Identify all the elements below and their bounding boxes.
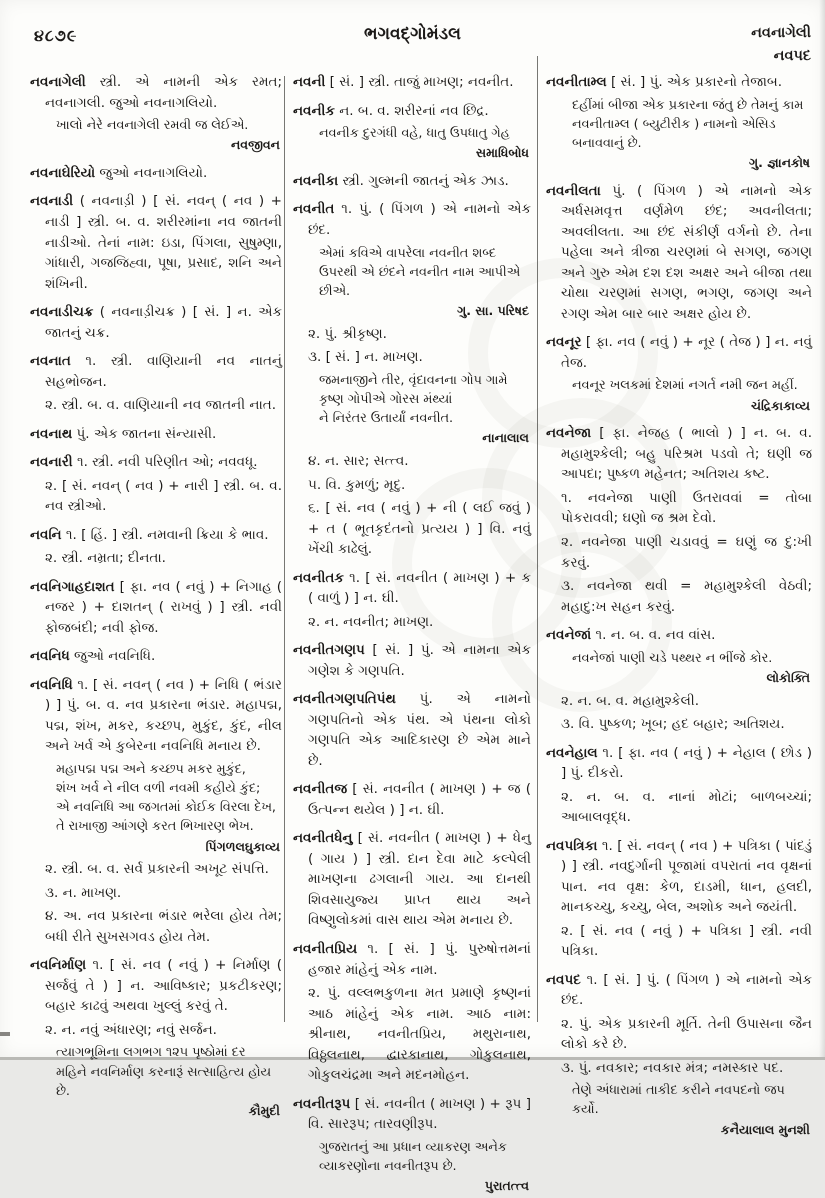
quote-line: એમાં કવિએ વાપરેલા નવનીત શબ્દ ઉપરથી એ છંદને નવનીત નામ આપીએ છીએ. xyxy=(319,245,521,299)
entry-sense: ૧. નવનેજા પાણી ઉતરાવવાં = તોબા પોકરાવવી; ઘણો જ શ્રમ દેવો. xyxy=(561,489,812,527)
dictionary-entry: નવનીલતા પું. ( પિંગળ ) એ નામનો એક અર્ધસમવૃત્ત વર્ણમેળ છંદ; અવનીલતા; અવલીલતા. આ છંદ સંકીર્ણ વર્ગનો છે. તેના પહેલા અને ત્રીજા ચરણમાં બે સગણ, જગણ અને ગુરુ એમ દશ દશ અક્ષર અને બીજા તથા ચોથા ચરણમાં સગણ, ભગણ, જગણ અને રગણ એમ બાર બાર અક્ષર હોય છે. xyxy=(546,182,812,322)
guide-words xyxy=(751,22,811,68)
citation-quote xyxy=(56,116,280,155)
quote-line: એ નવનિધિ આ જગતમાં કોઈક વિરલા દેખ, xyxy=(56,800,276,816)
quote-line: શંખ ખર્વ ને નીલ વળી નવમી કહીયે કુંદ; xyxy=(56,781,261,797)
quote-attribution: પિંગળલઘુકાવ્ય xyxy=(205,838,280,854)
headword: નવનીતગણપતિપંથ xyxy=(293,691,396,708)
headword: નવનીલતા xyxy=(546,182,601,199)
citation-quote xyxy=(319,371,529,448)
dictionary-entry: નવનીતગણપ [ સં. ] પું. એ નામના એક ગણેશ કે ગણપતિ. xyxy=(293,642,531,679)
headword: નવનાઘેરિયો xyxy=(30,164,96,181)
entry-sense: ૨. સ્ત્રી. બ. વ. સર્વ પ્રકારની અખૂટ સંપત્તિ. xyxy=(45,861,269,878)
dictionary-entry: નવનીતજ [ સં. નવનીત ( માખણ ) + જ ( ઉત્પન્ન થયેલ ) ] ન. ઘી. xyxy=(293,781,531,818)
page-header xyxy=(0,22,825,66)
entry-sense: ૩. નવનેજા થવી = મહામુશ્કેલી વેઠવી; મહાદુ:ખ સહન કરવું. xyxy=(561,578,812,615)
quote-line: તે રાખાજી આંગણે કરત ભિખારણ ભેખ. xyxy=(56,819,254,835)
scan-edge-mark xyxy=(0,1032,10,1036)
headword: નવનેજાં xyxy=(546,627,592,644)
quote-line: નવનીક દુરગંધી વહે, ધાતુ ઉપધાતુ ગેહ xyxy=(319,126,510,142)
dictionary-entry: નવનીતરૂપ [ સં. નવનીત ( માખણ ) + રૂપ ] વિ. સારરૂપ; તારવણીરૂપ. xyxy=(293,1095,531,1133)
citation-quote xyxy=(572,376,810,415)
guide-word-top: નવનાગેલી xyxy=(751,25,811,41)
entry-sense: ૨. ન. નવું અંધારણ; નવું સર્જન. xyxy=(45,1021,217,1038)
dictionary-entry: નવનાઘેરિયો જુઓ નવનાગલિયો. xyxy=(30,164,208,181)
dictionary-entry: નવનિગાહદાશત [ ફા. નવ ( નવું ) + નિગાહ ( નજર ) + દાશતન્ ( રાખવું ) ] સ્ત્રી. નવી ફોજબંદી; નવી ફોજ. xyxy=(30,578,282,636)
dictionary-entry: નવનેજાં ૧. ન. બ. વ. નવ વાંસ. xyxy=(546,627,716,644)
quote-attribution: લોકોક્તિ xyxy=(766,669,810,685)
entry-sense: ૩. વિ. પુષ્કળ; ખૂબ; હદ બહાર; અતિશય. xyxy=(561,716,785,733)
dictionary-entry: નવનાડી ( નવનાડ઼ી ) [ સં. નવન્ ( નવ ) + નાડી ] સ્ત્રી. બ. વ. શરીરમાંના નવ જાતની નાડીઓ. તેનાં નામ: ઇડા, પિંગલા, સુષુમ્ણા, ગાંધારી, ગજજિહ્વા, પૂષા, પ્રસાદ, શનિ અને શંખિની. xyxy=(30,193,282,292)
dictionary-entry: નવનીતગણપતિપંથ પું. એ નામનો ગણપતિનો એક પંથ. એ પંથના લોકો ગણપતિ એક આદિકારણ છે એમ માને છે. xyxy=(293,691,531,769)
dictionary-entry: નવનિ ૧. [ હિં. ] સ્ત્રી. નમવાની ક્રિયા કે ભાવ. xyxy=(30,526,269,543)
quote-attribution: નવજીવન xyxy=(230,137,280,153)
headword: નવનૂર xyxy=(546,334,582,351)
headword: નવનીતધેનુ xyxy=(293,830,353,847)
citation-quote xyxy=(572,96,810,173)
dictionary-entry: નવનીત ૧. પું. ( પિંગળ ) એ નામનો એક છંદ. xyxy=(293,201,531,238)
dictionary-entry: નવનીતધેનુ [ સં. નવનીત ( માખણ ) + ધેનુ ( ગાય ) ] સ્ત્રી. દાન દેવા માટે કલ્પેલી માખણના ઢગલાની ગાય. આ દાનથી શિવસાયુજ્ય પ્રાપ્ત થાય અને વિષ્ણુલોકમાં વાસ થાય એમ મનાય છે. xyxy=(293,830,531,929)
dictionary-entry: નવનૂર [ ફા. નવ ( નવું ) + નૂર ( તેજ ) ] ન. નવું તેજ. xyxy=(546,334,812,371)
dictionary-entry: નવનીકા સ્ત્રી. ગુલ્મની જાતનું એક ઝાડ. xyxy=(293,172,509,189)
dictionary-entry: નવનેજા [ ફા. નેજહ ( ભાલો ) ] ન. બ. વ. મહામુશ્કેલી; બહુ પરિશ્રમ પડવો તે; ઘણી જ આપદા; પુષ્કળ મહેનત; અતિશય કષ્ટ. xyxy=(546,425,812,483)
quote-attribution: ચંદ્રિકાકાવ્ય xyxy=(750,397,810,413)
headword: નવનાડી xyxy=(30,193,74,210)
book-title: ભગવદ્ગોમંડલ xyxy=(364,24,461,44)
headword: નવનાગેલી xyxy=(30,74,86,90)
headword: નવનીતગણપ xyxy=(293,642,365,659)
column-2 xyxy=(293,64,531,1198)
citation-quote xyxy=(319,244,529,321)
dictionary-entry: નવની [ સં. ] સ્ત્રી. તાજું માખણ; નવનીત. xyxy=(293,74,514,90)
headword: નવનીતજ xyxy=(293,781,348,798)
column-3 xyxy=(546,64,812,1141)
dictionary-entry: નવનાત ૧. સ્ત્રી. વાણિયાની નવ નાતનું સહભોજન. xyxy=(30,353,282,390)
entry-sense: ૩. પું. નવકાર; નવકાર મંત્ર; નમસ્કાર પદ. xyxy=(561,1059,784,1076)
dictionary-entry: નવનીતપ્રિય ૧. [ સં. ] પું. પુરુષોત્તમનાં હજાર માંહેનું એક નામ. xyxy=(293,941,531,978)
dictionary-entry: નવનાગેલી સ્ત્રી. એ નામની એક રમત; નવનાગલી. જુઓ નવનાગલિયો. xyxy=(30,74,282,111)
citation-quote xyxy=(319,124,529,163)
entry-sense: ૨. [ સં. નવન્ ( નવ ) + નારી ] સ્ત્રી. બ. વ. નવ સ્ત્રીઓ. xyxy=(45,477,282,515)
quote-attribution: ગુ. સા. પરિષદ xyxy=(457,303,529,319)
quote-line: ખાલો નેરે નવનાગેલી રમવી જ લેઈએ. xyxy=(56,118,249,134)
quote-attribution: ગુ. જ્ઞાનકોષ xyxy=(749,155,810,171)
headword: નવનિધિ xyxy=(30,676,73,693)
quote-attribution: નાનાલાલ xyxy=(482,430,529,446)
entry-sense: ૨. ન. નવનીત; માખણ. xyxy=(308,613,434,630)
quote-attribution: પુરાતત્ત્વ xyxy=(484,1178,529,1194)
column-divider-left xyxy=(284,76,285,1022)
entry-sense: ૨. સ્ત્રી. બ. વ. વાણિયાની નવ જાતની નાત. xyxy=(45,397,276,414)
citation-quote xyxy=(56,760,280,857)
column-divider-right xyxy=(537,56,538,1022)
dictionary-entry: નવનિધિ ૧. [ સં. નવન્ ( નવ ) + નિધિ ( ભંડાર ) ] પું. બ. વ. નવ પ્રકારના ભંડાર. મહાપદ્મ, પદ્મ, શંખ, મકર, કચ્છપ, મુકુંદ, કુંદ, નીલ અને ખર્વ એ કુબેરના નવનિધિ મનાય છે. xyxy=(30,676,282,755)
headword: નવનિગાહદાશત xyxy=(30,578,115,595)
dictionary-entry: નવનીતક ૧. [ સં. નવનીત ( માખણ ) + ક ( વાળું ) ] ન. ઘી. xyxy=(293,569,531,607)
quote-line: ને નિરંતર ઉતાર્યાં નવનીત. xyxy=(319,411,454,427)
quote-attribution: કૌમુદી xyxy=(248,1103,280,1119)
headword: નવનીત xyxy=(293,201,335,218)
headword: નવનીતામ્લ xyxy=(546,74,607,90)
headword: નવનિ xyxy=(30,526,62,543)
quote-line: જમનાજીને તીર, વૃંદાવનના ગોપ ગામે xyxy=(319,372,508,388)
entry-sense: ૨. [ સં. નવ ( નવું ) + પત્રિકા ] સ્ત્રી. નવી પત્રિકા. xyxy=(561,922,812,960)
headword: નવનેજા xyxy=(546,425,592,442)
headword: નવનીતક xyxy=(293,569,344,586)
headword: નવનીક xyxy=(293,102,335,119)
quote-attribution: સમાધિબોધ xyxy=(475,145,529,161)
column-1 xyxy=(30,64,282,1123)
entry-sense: ૨. સ્ત્રી. નમ્રતા; દીનતા. xyxy=(45,550,166,567)
entry-sense: ૩. ન. માખણ. xyxy=(45,884,122,901)
headword: નવપત્રિકા xyxy=(546,837,598,854)
entry-sense: ૨. ન. બ. વ. મહામુશ્કેલી. xyxy=(561,692,699,709)
headword: નવનીકા xyxy=(293,172,339,189)
citation-quote xyxy=(572,649,810,688)
headword: નવપદ xyxy=(546,971,581,988)
entry-sense: ૪. ન. સાર; સત્ત્વ. xyxy=(308,453,409,470)
dictionary-entry: નવનીતામ્લ [ સં. ] પું. એક પ્રકારનો તેજાબ. xyxy=(546,74,783,90)
dictionary-entry: નવનેહાલ ૧. [ ફા. નવ ( નવું ) + નેહાલ ( છોડ ) ] પું. દીકરો. xyxy=(546,744,812,782)
headword: નવનીતરૂપ xyxy=(293,1095,351,1112)
page-number: ૪૮૭૯ xyxy=(34,26,78,45)
entry-sense: ૨. પું. એક પ્રકારની મૂર્તિ. તેની ઉપાસના જૈન લોકો કરે છે. xyxy=(561,1015,812,1053)
headword: નવની xyxy=(293,74,326,90)
citation-quote xyxy=(572,1081,810,1139)
headword: નવનિર્માણ xyxy=(30,957,87,974)
quote-line: મહાપદ્મ પદ્મ અને કચ્છપ મકર મુકુંદ, xyxy=(56,761,246,777)
quote-line: ગુજરાતનું આ પ્રધાન વ્યાકરણ અનેક વ્યાકરણોના નવનીતરૂપ છે. xyxy=(319,1139,507,1174)
quote-line: તેણે અંધારામાં તાકીદ કરીને નવપદનો જપ કર્યો. xyxy=(572,1083,785,1118)
headword: નવનીતપ્રિય xyxy=(293,941,358,957)
quote-line: દહીંમાં બીજા એક પ્રકારના જંતુ છે તેમનું કામ નવનીતામ્લ ( બ્યુટીરીક ) નામનો એસિડ બનાવવાનું છે. xyxy=(572,97,804,151)
dictionary-entry: નવનિધ જુઓ નવનિધિ. xyxy=(30,648,156,665)
dictionary-entry: નવપત્રિકા ૧. [ સં. નવન્ ( નવ ) + પત્રિકા ( પાંદડું ) ] સ્ત્રી. નવદુર્ગાની પૂજામાં વપરાતાં નવ વૃક્ષનાં પાન. નવ વૃક્ષ: કેળ, દાડમી, ધાન, હલદી, માનકચ્ચુ, કચ્ચુ, બેલ, અશોક અને જયંતી. xyxy=(546,837,812,916)
dictionary-entry: નવપદ ૧. [ સં. ] પું. ( પિંગળ ) એ નામનો એક છંદ. xyxy=(546,971,812,1009)
entry-sense: ૨. નવનેજા પાણી ચડાવવું = ઘણું જ દુ:ખી કરવું. xyxy=(561,533,812,571)
dictionary-entry: નવનિર્માણ ૧. [ સં. નવ ( નવું ) + નિર્માણ ( સર્જવું તે ) ] ન. આવિષ્કાર; પ્રકટીકરણ; બહાર કાઢવું અથવા ખુલ્લું કરવું તે. xyxy=(30,957,282,1015)
dictionary-entry: નવનીક ન. બ. વ. શરીરનાં નવ છિદ્ર. xyxy=(293,102,489,119)
entry-sense: ૩. [ સં. ] ન. માખણ. xyxy=(308,349,423,366)
headword: નવનારી xyxy=(30,454,73,471)
quote-line: ત્યાગભૂમિના લગભગ ૧૨૫ પૃષ્ઠોમાં દર મહિને નવનિર્માણ કરનારૂં સત્સાહિત્ય હોય છે. xyxy=(56,1045,272,1099)
entry-sense: ૬. [ સં. નવ ( નવું ) + ની ( લઈ જવું ) + ત ( ભૂતકૃદંતનો પ્રત્યય ) ] વિ. નવું ખેંચી કાઢેલું. xyxy=(308,500,531,558)
quote-attribution: કનૈયાલાલ મુનશી xyxy=(720,1121,810,1137)
quote-line: કૃષ્ણ ગોપીએ ગોરસ મંથ્યાં xyxy=(319,392,453,408)
citation-quote xyxy=(56,1043,280,1120)
headword: નવનાથ xyxy=(30,425,73,442)
dictionary-entry: નવનારી ૧. સ્ત્રી. નવી પરિણીત ઓ; નવવધૂ. xyxy=(30,454,258,471)
headword: નવનાત xyxy=(30,353,71,370)
headword: નવનેહાલ xyxy=(546,744,598,761)
headword: નવનિધ xyxy=(30,648,70,665)
citation-quote xyxy=(319,1138,529,1196)
guide-word-bottom: નવપદ xyxy=(773,48,811,65)
entry-sense: ૫. વિ. કુમળું; મૃદુ. xyxy=(308,476,406,493)
quote-line: નવનેજાં પાણી ચડે પથ્થર ન ભીંજે કોર. xyxy=(572,650,773,666)
dictionary-entry: નવનાડીચક્ર ( નવનાડ઼ીચક્ર ) [ સં. ] ન. એક જાતનું ચક્ર. xyxy=(30,304,282,341)
entry-sense: ૨. પું. શ્રીકૃષ્ણ. xyxy=(308,325,387,342)
entry-sense: ૨. ન. બ. વ. નાનાં મોટાં; બાળબચ્ચાં; આબાલવૃદ્ધ. xyxy=(561,788,812,826)
dictionary-entry: નવનાથ પું. એક જાતના સંન્યાસી. xyxy=(30,425,217,442)
headword: નવનાડીચક્ર xyxy=(30,304,94,321)
entry-sense: ૪. અ. નવ પ્રકારના ભંડાર ભરેલા હોય તેમ; બધી રીતે સુખસગવડ હોય તેમ. xyxy=(45,908,282,945)
quote-line: નવનૂર ખલકમાં દેશમાં નગર્ત નમી જન મહીં. xyxy=(572,378,798,394)
entry-sense: ૨. પું. વલ્લભકુળના મત પ્રમાણે કૃષ્ણનાં આઠ માંહેનું એક નામ. આઠ નામ: શ્રીનાથ, નવનીતપ્રિય, મથુરાનાથ, વિઠ્ઠલનાથ, દ્વારકાનાથ, ગોકુલનાથ, ગોકુલચંદ્રમા અને મદનમોહન. xyxy=(308,985,531,1084)
